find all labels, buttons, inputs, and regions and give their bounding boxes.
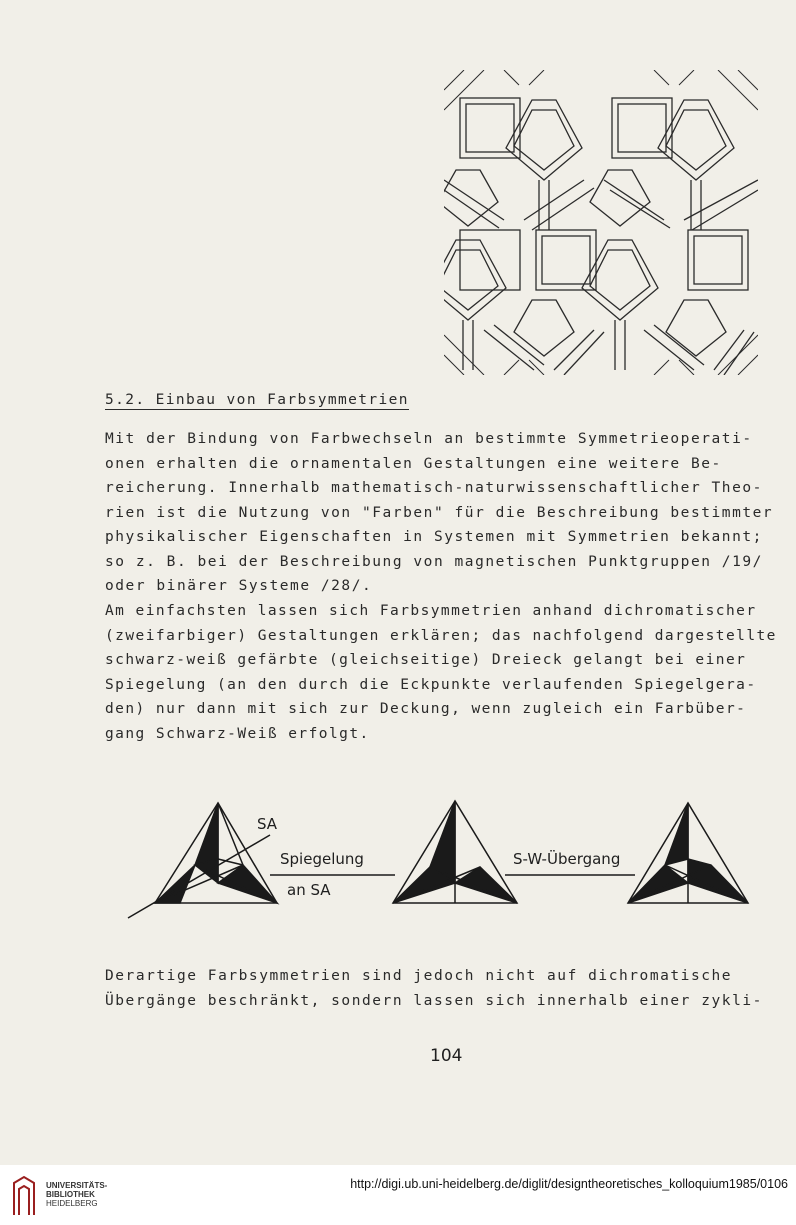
- page-number: 104: [430, 1046, 463, 1066]
- arrow-label-spiegelung: Spiegelung: [280, 850, 364, 868]
- mirror-axis-label: SA: [257, 815, 278, 833]
- triangle-symmetry-figure: [120, 795, 760, 925]
- text-line: so z. B. bei der Beschreibung von magnetischen Punktgruppen /19/: [105, 553, 763, 570]
- library-name-line: HEIDELBERG: [46, 1199, 98, 1208]
- paragraph-zyklisch: [105, 964, 763, 1013]
- section-heading: 5.2. Einbau von Farbsymmetrien: [105, 392, 409, 408]
- text-line: (zweifarbiger) Gestaltungen erklären; das nachfolgend dargestellte: [105, 627, 777, 644]
- arrow-label-an-sa: an SA: [287, 881, 331, 899]
- text-line: Am einfachsten lassen sich Farbsymmetrien anhand dichromatischer: [105, 603, 757, 619]
- paragraph-dichromatisch: [105, 599, 777, 746]
- library-name: [46, 1181, 107, 1208]
- paragraph-farbwechsel: [105, 427, 773, 599]
- source-url-link[interactable]: http://digi.ub.uni-heidelberg.de/diglit/designtheoretisches_kolloquium1985/0106: [350, 1177, 788, 1191]
- text-line: Derartige Farbsymmetrien sind jedoch nicht auf dichromatische: [105, 968, 733, 984]
- library-footer: [0, 1165, 796, 1225]
- text-line: gang Schwarz-Weiß erfolgt.: [105, 725, 370, 742]
- text-line: Übergänge beschränkt, sondern lassen sich innerhalb einer zykli-: [105, 992, 763, 1009]
- text-line: Mit der Bindung von Farbwechseln an bestimmte Symmetrieoperati-: [105, 431, 753, 447]
- text-line: Spiegelung (an den durch die Eckpunkte verlaufenden Spiegelgera-: [105, 676, 757, 693]
- arrow-label-sw-uebergang: S-W-Übergang: [513, 850, 621, 868]
- text-line: oder binärer Systeme /28/.: [105, 578, 373, 594]
- interlace-ornament-illustration: [444, 70, 758, 375]
- library-name-line: UNIVERSITÄTS-: [46, 1181, 108, 1190]
- text-line: onen erhalten die ornamentalen Gestaltungen eine weitere Be-: [105, 455, 722, 472]
- library-logo-icon: [8, 1175, 40, 1217]
- library-name-line: BIBLIOTHEK: [46, 1190, 95, 1199]
- text-line: physikalischer Eigenschaften in Systemen mit Symmetrien bekannt;: [105, 529, 763, 545]
- text-line: reicherung. Innerhalb mathematisch-naturwissenschaftlicher Theo-: [105, 480, 763, 496]
- text-line: den) nur dann mit sich zur Deckung, wenn zugleich ein Farbüber-: [105, 701, 747, 717]
- text-line: rien ist die Nutzung von "Farben" für die Beschreibung bestimmter: [105, 504, 774, 521]
- triangle-diagram: [120, 795, 760, 925]
- text-line: schwarz-weiß gefärbte (gleichseitige) Dreieck gelangt bei einer: [105, 652, 747, 668]
